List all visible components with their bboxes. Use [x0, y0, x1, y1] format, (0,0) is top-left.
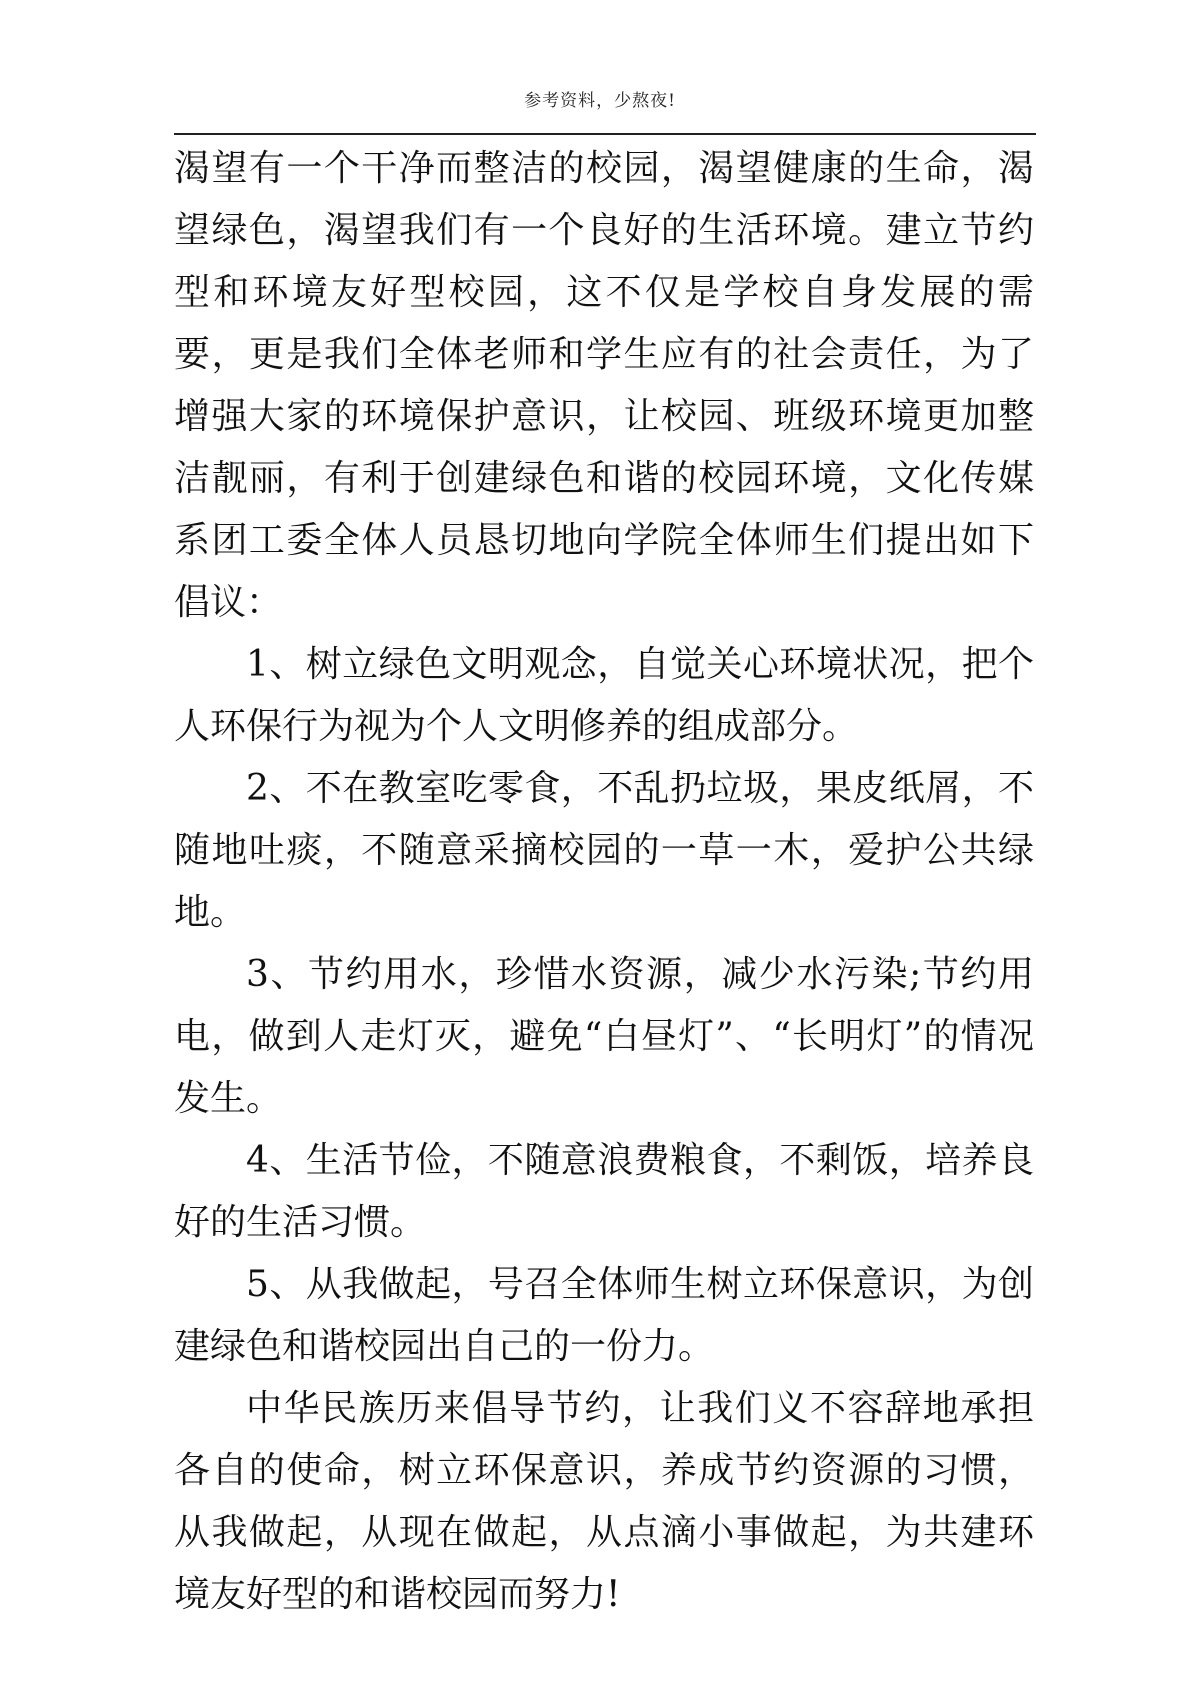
paragraph-item-3: 3、节约用水，珍惜水资源，减少水污染;节约用电，做到人走灯灭，避免“白昼灯”、“长明灯”的情况发生。 — [174, 954, 1034, 1119]
paragraph-item-5: 5、从我做起，号召全体师生树立环保意识，为创建绿色和谐校园出自己的一份力。 — [174, 1264, 1034, 1367]
paragraph-item-1: 1、树立绿色文明观念，自觉关心环境状况，把个人环保行为视为个人文明修养的组成部分。 — [174, 644, 1034, 747]
header-divider — [174, 133, 1036, 135]
document-body — [174, 138, 1034, 1626]
header-note: 参考资料，少熬夜! — [524, 91, 676, 111]
paragraph-item-2: 2、不在教室吃零食，不乱扔垃圾，果皮纸屑，不随地吐痰，不随意采摘校园的一草一木，爱护公共绿地。 — [174, 768, 1034, 933]
paragraph-conclusion: 中华民族历来倡导节约，让我们义不容辞地承担各自的使命，树立环保意识，养成节约资源的习惯，从我做起，从现在做起，从点滴小事做起，为共建环境友好型的和谐校园而努力! — [174, 1388, 1034, 1615]
paragraph-item-4: 4、生活节俭，不随意浪费粮食，不剩饭，培养良好的生活习惯。 — [174, 1140, 1034, 1243]
paragraph-intro: 渴望有一个干净而整洁的校园，渴望健康的生命，渴望绿色，渴望我们有一个良好的生活环境。建立节约型和环境友好型校园，这不仅是学校自身发展的需要，更是我们全体老师和学生应有的社会责任，为了增强大家的环境保护意识，让校园、班级环境更加整洁靓丽，有利于创建绿色和谐的校园环境，文化传媒系团工委全体人员恳切地向学院全体师生们提出如下倡议： — [174, 148, 1034, 623]
